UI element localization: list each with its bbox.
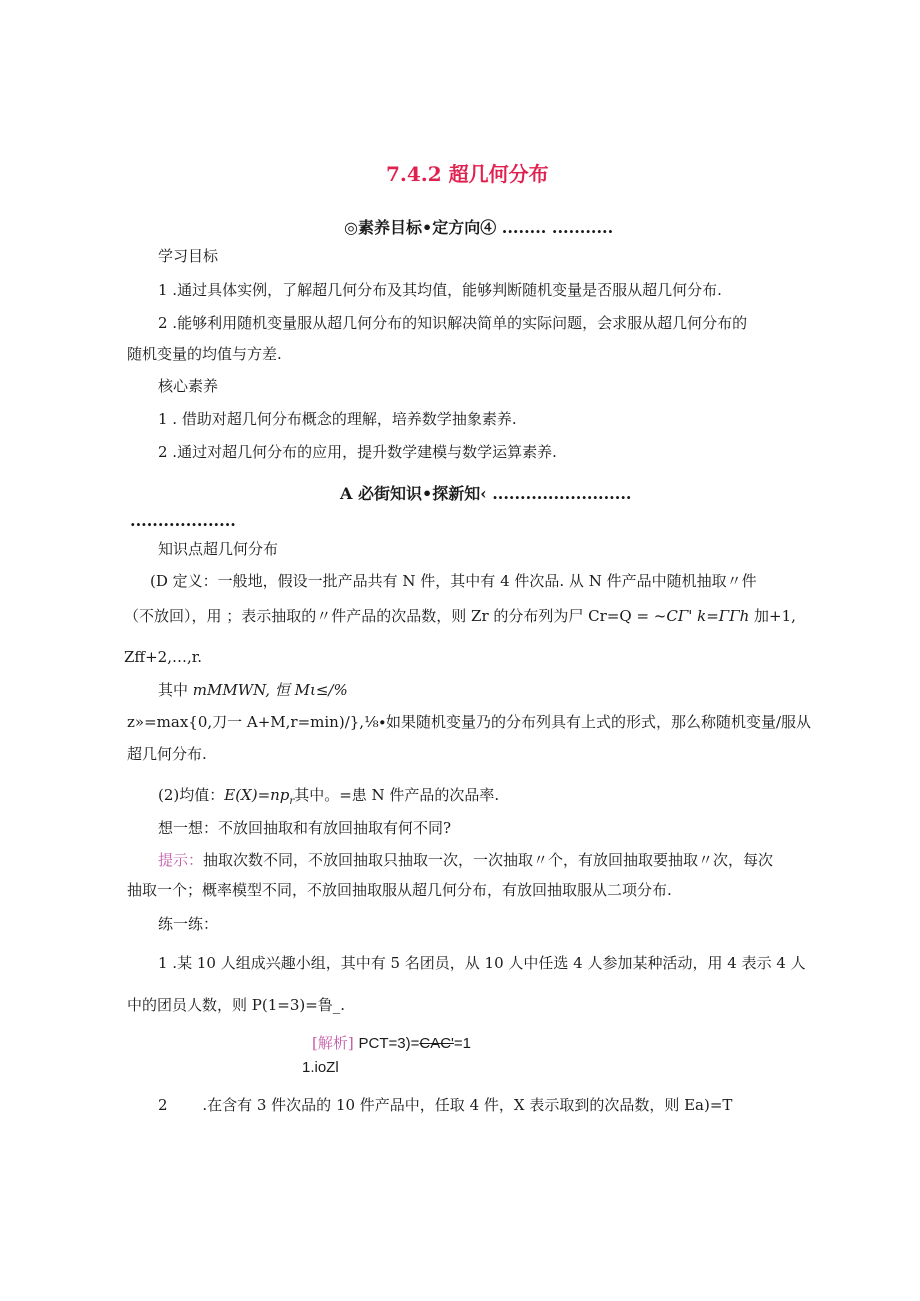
core-literacy-1: 1 . 借助对超几何分布概念的理解，培养数学抽象素养. [158,410,517,428]
knowledge-point-label: 知识点超几何分布 [158,540,279,558]
question-2-text: .在含有 3 件次品的 10 件产品中，任取 4 件，X 表示取到的次品数，则 Ea)=T [202,1096,733,1114]
mean-line [158,785,499,812]
learning-goal-1: 1 .通过具体实例，了解超几何分布及其均值，能够判断随机变量是否服从超几何分布. [158,281,722,299]
section-heading-goals-text: ◎素养目标•定方向④ [344,218,497,237]
definition-line-3: Zff+2,…,r. [124,648,203,666]
section-heading-knowledge-dots: ......................... [492,484,632,503]
practice-label: 练一练： [158,915,219,933]
core-literacy-2: 2 .通过对超几何分布的应用，提升数学建模与数学运算素养. [158,443,557,461]
analysis-formula-a: PCT=3)= [358,1035,420,1052]
section-heading-knowledge [340,484,631,504]
analysis-formula-b: CAC' [419,1035,454,1052]
question-2-number: 2 [158,1096,168,1114]
analysis-label: [解析] [312,1034,354,1052]
hint-line-1 [158,850,773,870]
where-clause-formula: mMMWN, 恒 Mι≤∕% [192,681,348,699]
analysis-line-1 [312,1033,471,1054]
learning-goal-2-line1: 2 .能够利用随机变量服从超几何分布的知识解决简单的实际问题，会求服从超几何分布的 [158,314,748,332]
mean-label: (2)均值： [158,786,225,804]
mean-formula-subscript: r [289,796,295,807]
mean-description: 其中。=患 N 件产品的次品率. [294,786,500,804]
hint-label: 提示： [158,851,204,869]
section-heading-goals [344,218,613,238]
where-clause-line-2: z»=max{0,刀一 A+M,r=min)∕},⅛∙如果随机变量乃的分布列具有上式的形式，那么称随机变量/服从 [127,713,812,731]
where-clause [158,680,348,700]
where-clause-label: 其中 [158,681,193,699]
definition-line-2 [124,606,796,626]
section-heading-knowledge-text: A 必街知识•探新知‹ [340,484,487,503]
where-clause-line-3: 超几何分布. [127,745,207,763]
definition-line-2-text: （不放回），用 ；表示抽取的〃件产品的次品数，则 Zr 的分布列为尸 Cr=Q = [124,607,654,625]
hint-line-2: 抽取一个；概率模型不同，不放回抽取服从超几何分布，有放回抽取服从二项分布. [127,881,672,899]
core-literacy-label: 核心素养 [158,377,219,395]
distribution-formula: ~CΓ' k=ΓΓh [653,607,750,625]
page-title: 7.4.2 超几何分布 [386,162,549,186]
definition-line-1: (D 定义：一般地，假设一批产品共有 N 件，其中有 4 件次品. 从 N 件产品中随机抽取〃件 [150,572,757,590]
analysis-formula-c: =1 [453,1035,472,1052]
learning-goals-label: 学习目标 [158,247,219,265]
learning-goal-2-line2: 随机变量的均值与方差. [127,345,282,363]
definition-line-2-end: 加+1, [749,607,796,625]
question-2 [158,1095,732,1115]
question-1-line-1: 1 .某 10 人组成兴趣小组，其中有 5 名团员，从 10 人中任选 4 人参加某种活动，用 4 表示 4 人 [158,954,806,972]
section-heading-knowledge-dots-2: ................... [130,511,236,530]
section-heading-goals-dots: ........ ........... [501,218,614,237]
mean-formula: E(X)=np [224,786,290,804]
question-1-line-2: 中的团员人数，则 P(1=3)=鲁_. [127,996,346,1014]
think-question: 想一想：不放回抽取和有放回抽取有何不同? [158,819,452,837]
hint-text-1: 抽取次数不同，不放回抽取只抽取一次，一次抽取〃个，有放回抽取要抽取〃次，每次 [203,851,774,869]
analysis-line-2: 1.ioZl [302,1059,339,1076]
